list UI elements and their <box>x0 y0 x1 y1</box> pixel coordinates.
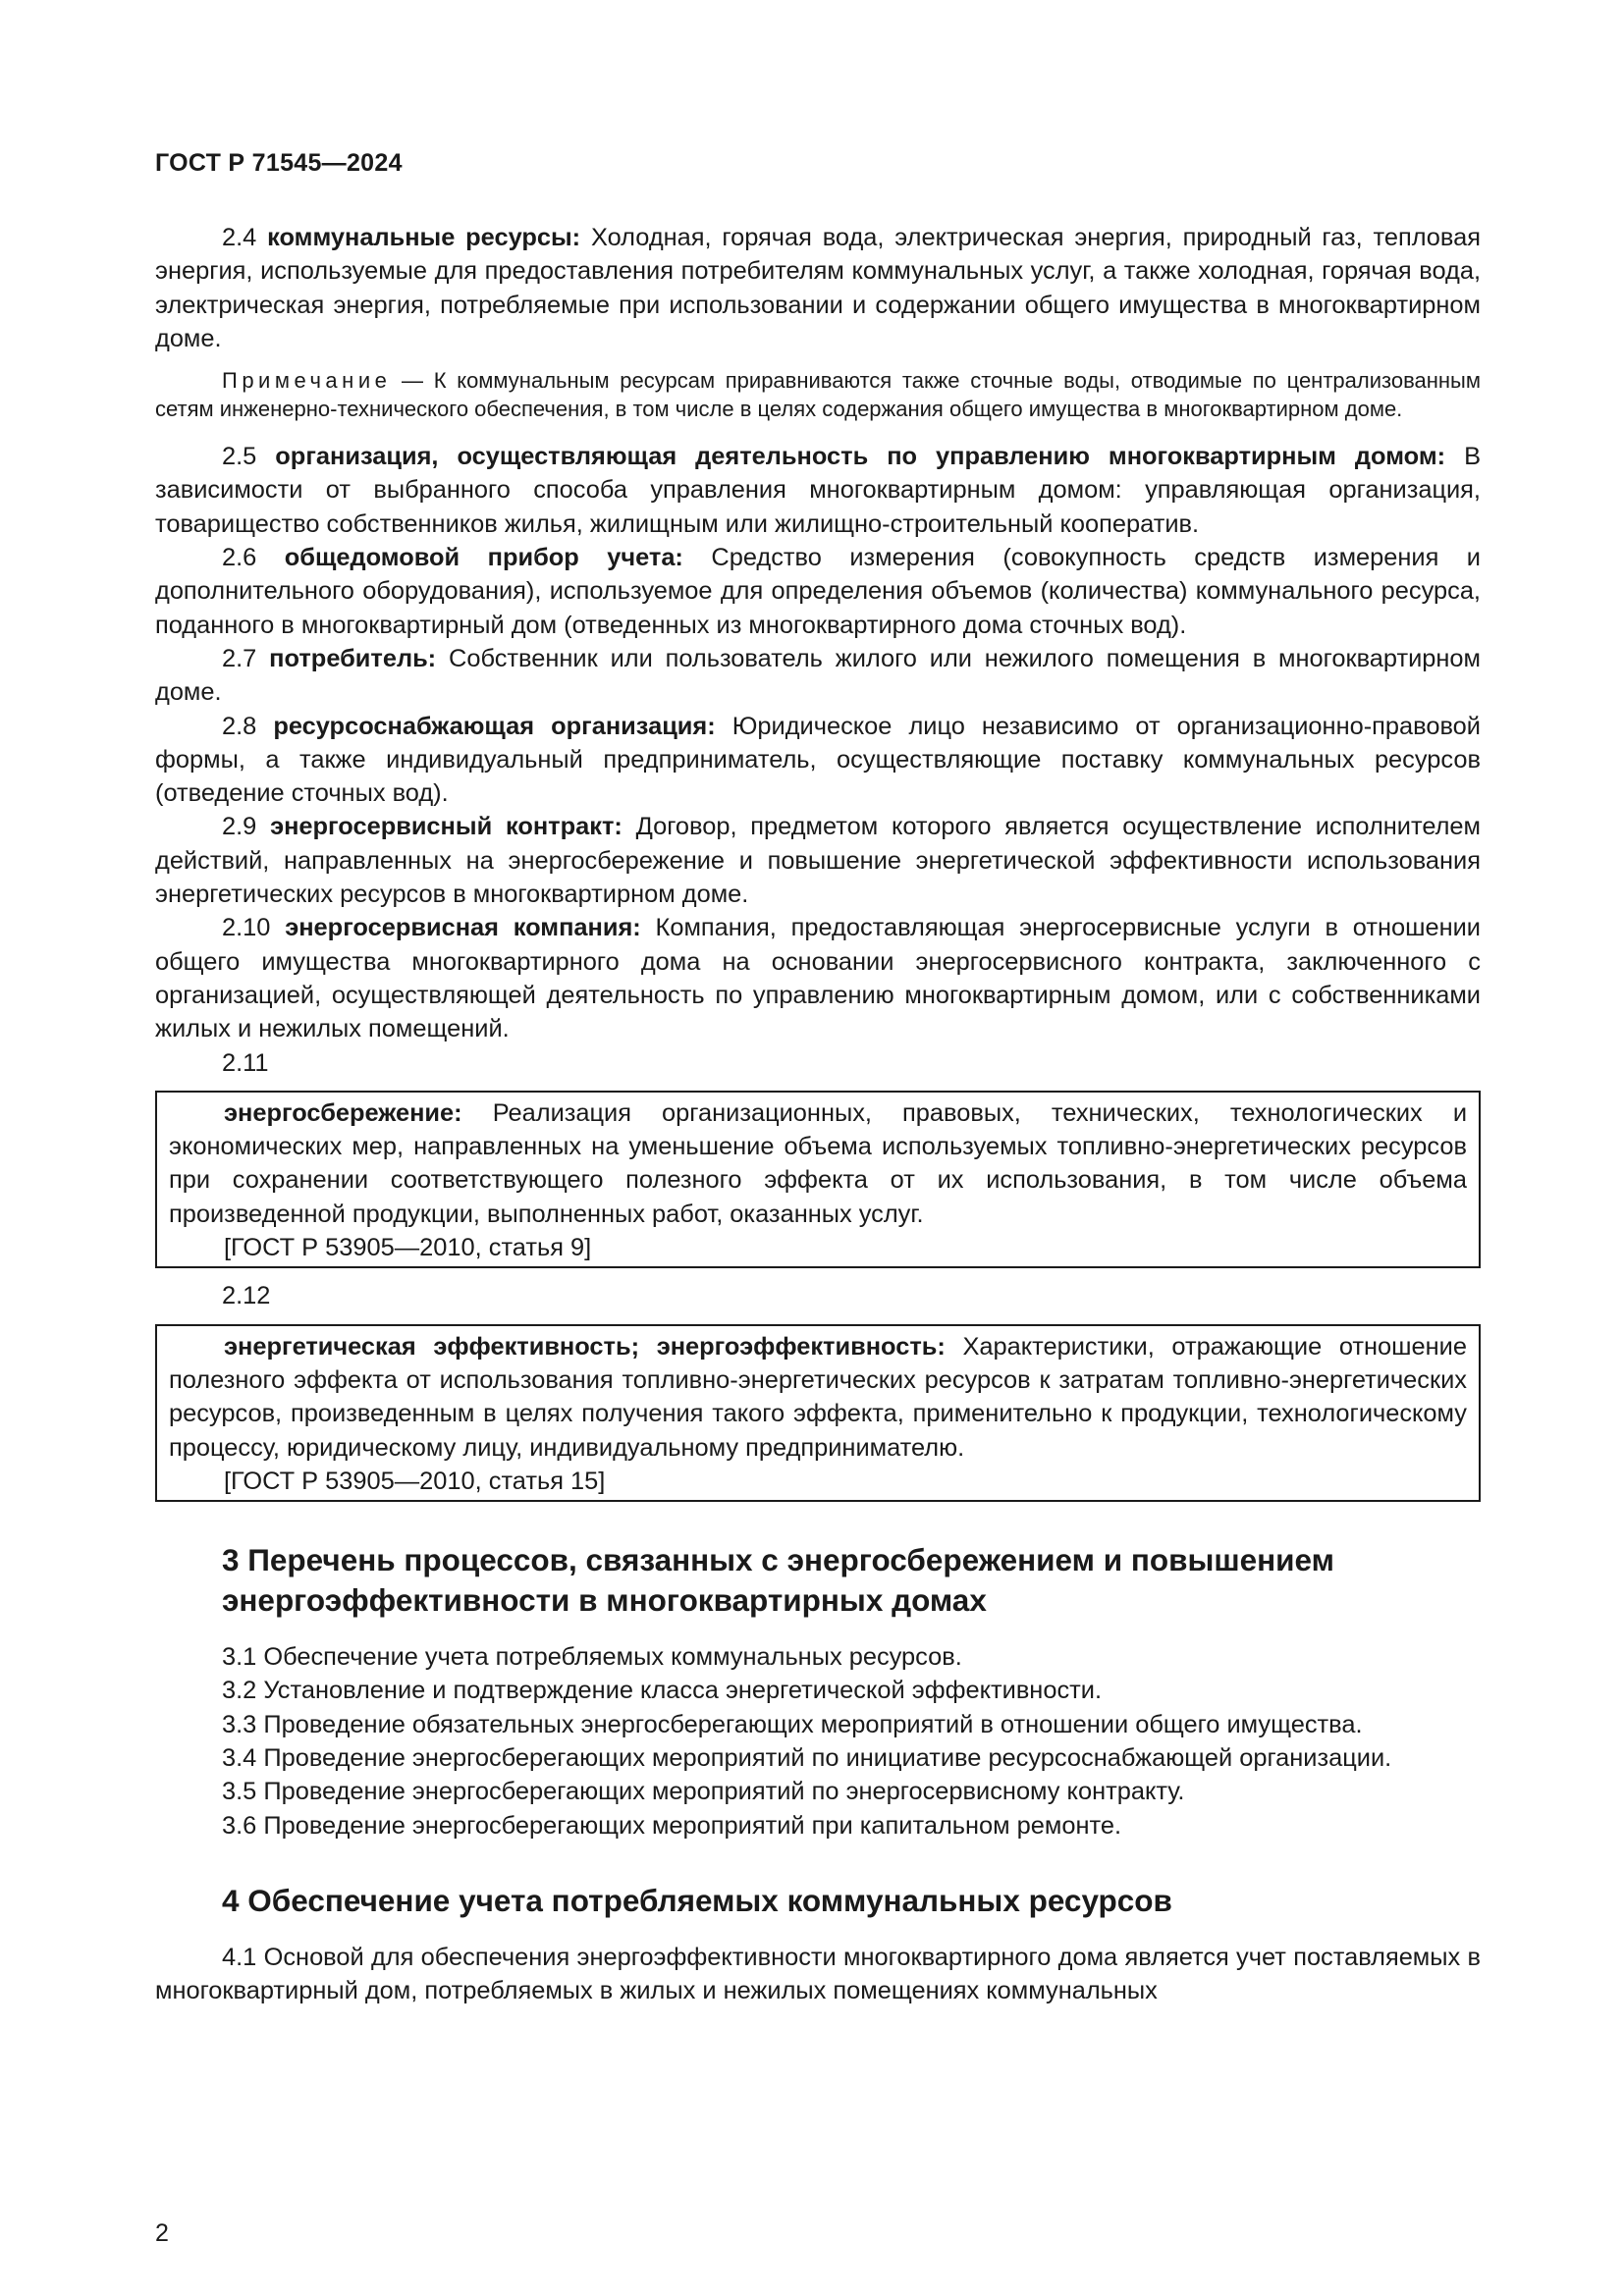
clause-2-6 <box>155 541 1481 642</box>
clause-number: 2.5 <box>222 443 257 471</box>
clause-number: 2.7 <box>222 644 257 672</box>
section-3-heading-line-2: энергоэффективности в многоквартирных домах <box>222 1582 987 1619</box>
definition-term: энергосбережение: <box>224 1098 462 1127</box>
clause-2-9 <box>155 810 1481 911</box>
clause-text: Юридическое лицо независимо от организационно-правовой формы, а также индивидуальный предприниматель, осуществляющие поставку коммунальных ресурсов (отведение сточных вод). <box>155 712 1481 808</box>
note <box>155 367 1481 423</box>
section-3-heading <box>155 1540 1481 1621</box>
clause-text: В зависимости от выбранного способа управления многоквартирным домом: управляющая организация, товарищество собственников жилья, жилищным или жилищно-строительный кооператив. <box>155 443 1481 538</box>
clause-number: 2.6 <box>222 544 257 572</box>
definition-box-2-12 <box>155 1324 1481 1502</box>
document-header: ГОСТ Р 71545—2024 <box>155 149 403 177</box>
list-item: 3.5 Проведение энергосберегающих мероприятий по энергосервисному контракту. <box>222 1778 1185 1806</box>
clause-number: 2.10 <box>222 914 271 942</box>
section-3-heading-line-1: 3 Перечень процессов, связанных с энергосбережением и повышением <box>222 1542 1334 1578</box>
clause-2-11-number: 2.11 <box>222 1048 269 1077</box>
clause-2-12-number: 2.12 <box>222 1282 271 1310</box>
clause-text: Договор, предметом которого является осуществление исполнителем действий, направленных на энергосбережение и повышение энергетической эффективности использования энергетических ресурсов в многоквартирном доме. <box>155 813 1481 909</box>
clause-term: организация, осуществляющая деятельность по управлению многоквартирным домом: <box>275 443 1446 471</box>
note-label: Примечание <box>222 368 392 394</box>
clause-number: 2.8 <box>222 712 257 740</box>
clause-2-8 <box>155 710 1481 811</box>
definition-text <box>169 1096 1467 1231</box>
page-number: 2 <box>155 2219 169 2247</box>
clause-2-7 <box>155 642 1481 710</box>
clause-2-4 <box>155 221 1481 355</box>
list-item: 3.1 Обеспечение учета потребляемых коммунальных ресурсов. <box>222 1643 962 1672</box>
definition-box-2-11 <box>155 1091 1481 1268</box>
clause-term: потребитель: <box>269 644 437 672</box>
definition-body: Реализация организационных, правовых, технических, технологических и экономических мер, направленных на уменьшение объема используемых топливно-энергетических ресурсов при сохранении соответствующего полезного эффекта от их использования, в том числе объема произведенной продукции, выполненных работ, оказанных услуг. <box>169 1098 1467 1228</box>
list-item: 3.3 Проведение обязательных энергосберегающих мероприятий в отношении общего имущества. <box>222 1710 1363 1738</box>
clause-2-10 <box>155 911 1481 1045</box>
clause-2-5 <box>155 440 1481 541</box>
document-body <box>155 221 1481 2007</box>
definition-text <box>169 1330 1467 1465</box>
list-item: 3.4 Проведение энергосберегающих мероприятий по инициативе ресурсоснабжающей организации. <box>222 1743 1392 1772</box>
definition-body: Характеристики, отражающие отношение полезного эффекта от использования топливно-энергетических ресурсов к затратам топливно-энергетических ресурсов, произведенным в целях получения такого эффекта, применительно к продукции, технологическому процессу, юридическому лицу, индивидуальному предпринимателю. <box>169 1332 1467 1462</box>
clause-number: 2.4 <box>222 224 257 251</box>
list-item: 3.2 Установление и подтверждение класса энергетической эффективности. <box>222 1677 1103 1705</box>
clause-term: общедомовой прибор учета: <box>284 544 683 572</box>
definition-term: энергетическая эффективность; энергоэффективность: <box>224 1332 946 1361</box>
list-item: 3.6 Проведение энергосберегающих мероприятий при капитальном ремонте. <box>222 1811 1121 1840</box>
clause-4-1: 4.1 Основой для обеспечения энергоэффективности многоквартирного дома является учет поставляемых в многоквартирный дом, потребляемых в жилых и нежилых помещениях коммунальных <box>155 1943 1481 2005</box>
clause-term: коммунальные ресурсы: <box>267 224 581 251</box>
definition-citation: [ГОСТ Р 53905—2010, статья 9] <box>224 1234 592 1262</box>
clause-text: Собственник или пользователь жилого или нежилого помещения в многоквартирном доме. <box>155 644 1481 707</box>
clause-text: Компания, предоставляющая энергосервисные услуги в отношении общего имущества многоквартирного дома на основании энергосервисного контракта, заключенного с организацией, осуществляющей деятельность по управлению многоквартирным домом, или с собственниками жилых и нежилых помещений. <box>155 914 1481 1043</box>
definition-citation: [ГОСТ Р 53905—2010, статья 15] <box>224 1467 606 1495</box>
section-4-heading: 4 Обеспечение учета потребляемых коммунальных ресурсов <box>222 1882 1172 1918</box>
note-text: — К коммунальным ресурсам приравниваются также сточные воды, отводимые по централизованным сетям инженерно-технического обеспечения, в том числе в целях содержания общего имущества в многоквартирном доме. <box>155 368 1481 421</box>
clause-term: ресурсоснабжающая организация: <box>273 712 716 740</box>
clause-number: 2.9 <box>222 813 257 841</box>
clause-term: энергосервисный контракт: <box>270 813 623 841</box>
clause-text: Холодная, горячая вода, электрическая энергия, природный газ, тепловая энергия, используемые для предоставления потребителям коммунальных услуг, а также холодная, горячая вода, электрическая энергия, потребляемые при использовании и содержании общего имущества в многоквартирном доме. <box>155 224 1481 352</box>
clause-text: Средство измерения (совокупность средств измерения и дополнительного оборудования), используемое для определения объемов (количества) коммунального ресурса, поданного в многоквартирный дом (отведенных из многоквартирного дома сточных вод). <box>155 544 1481 639</box>
clause-term: энергосервисная компания: <box>285 914 641 942</box>
